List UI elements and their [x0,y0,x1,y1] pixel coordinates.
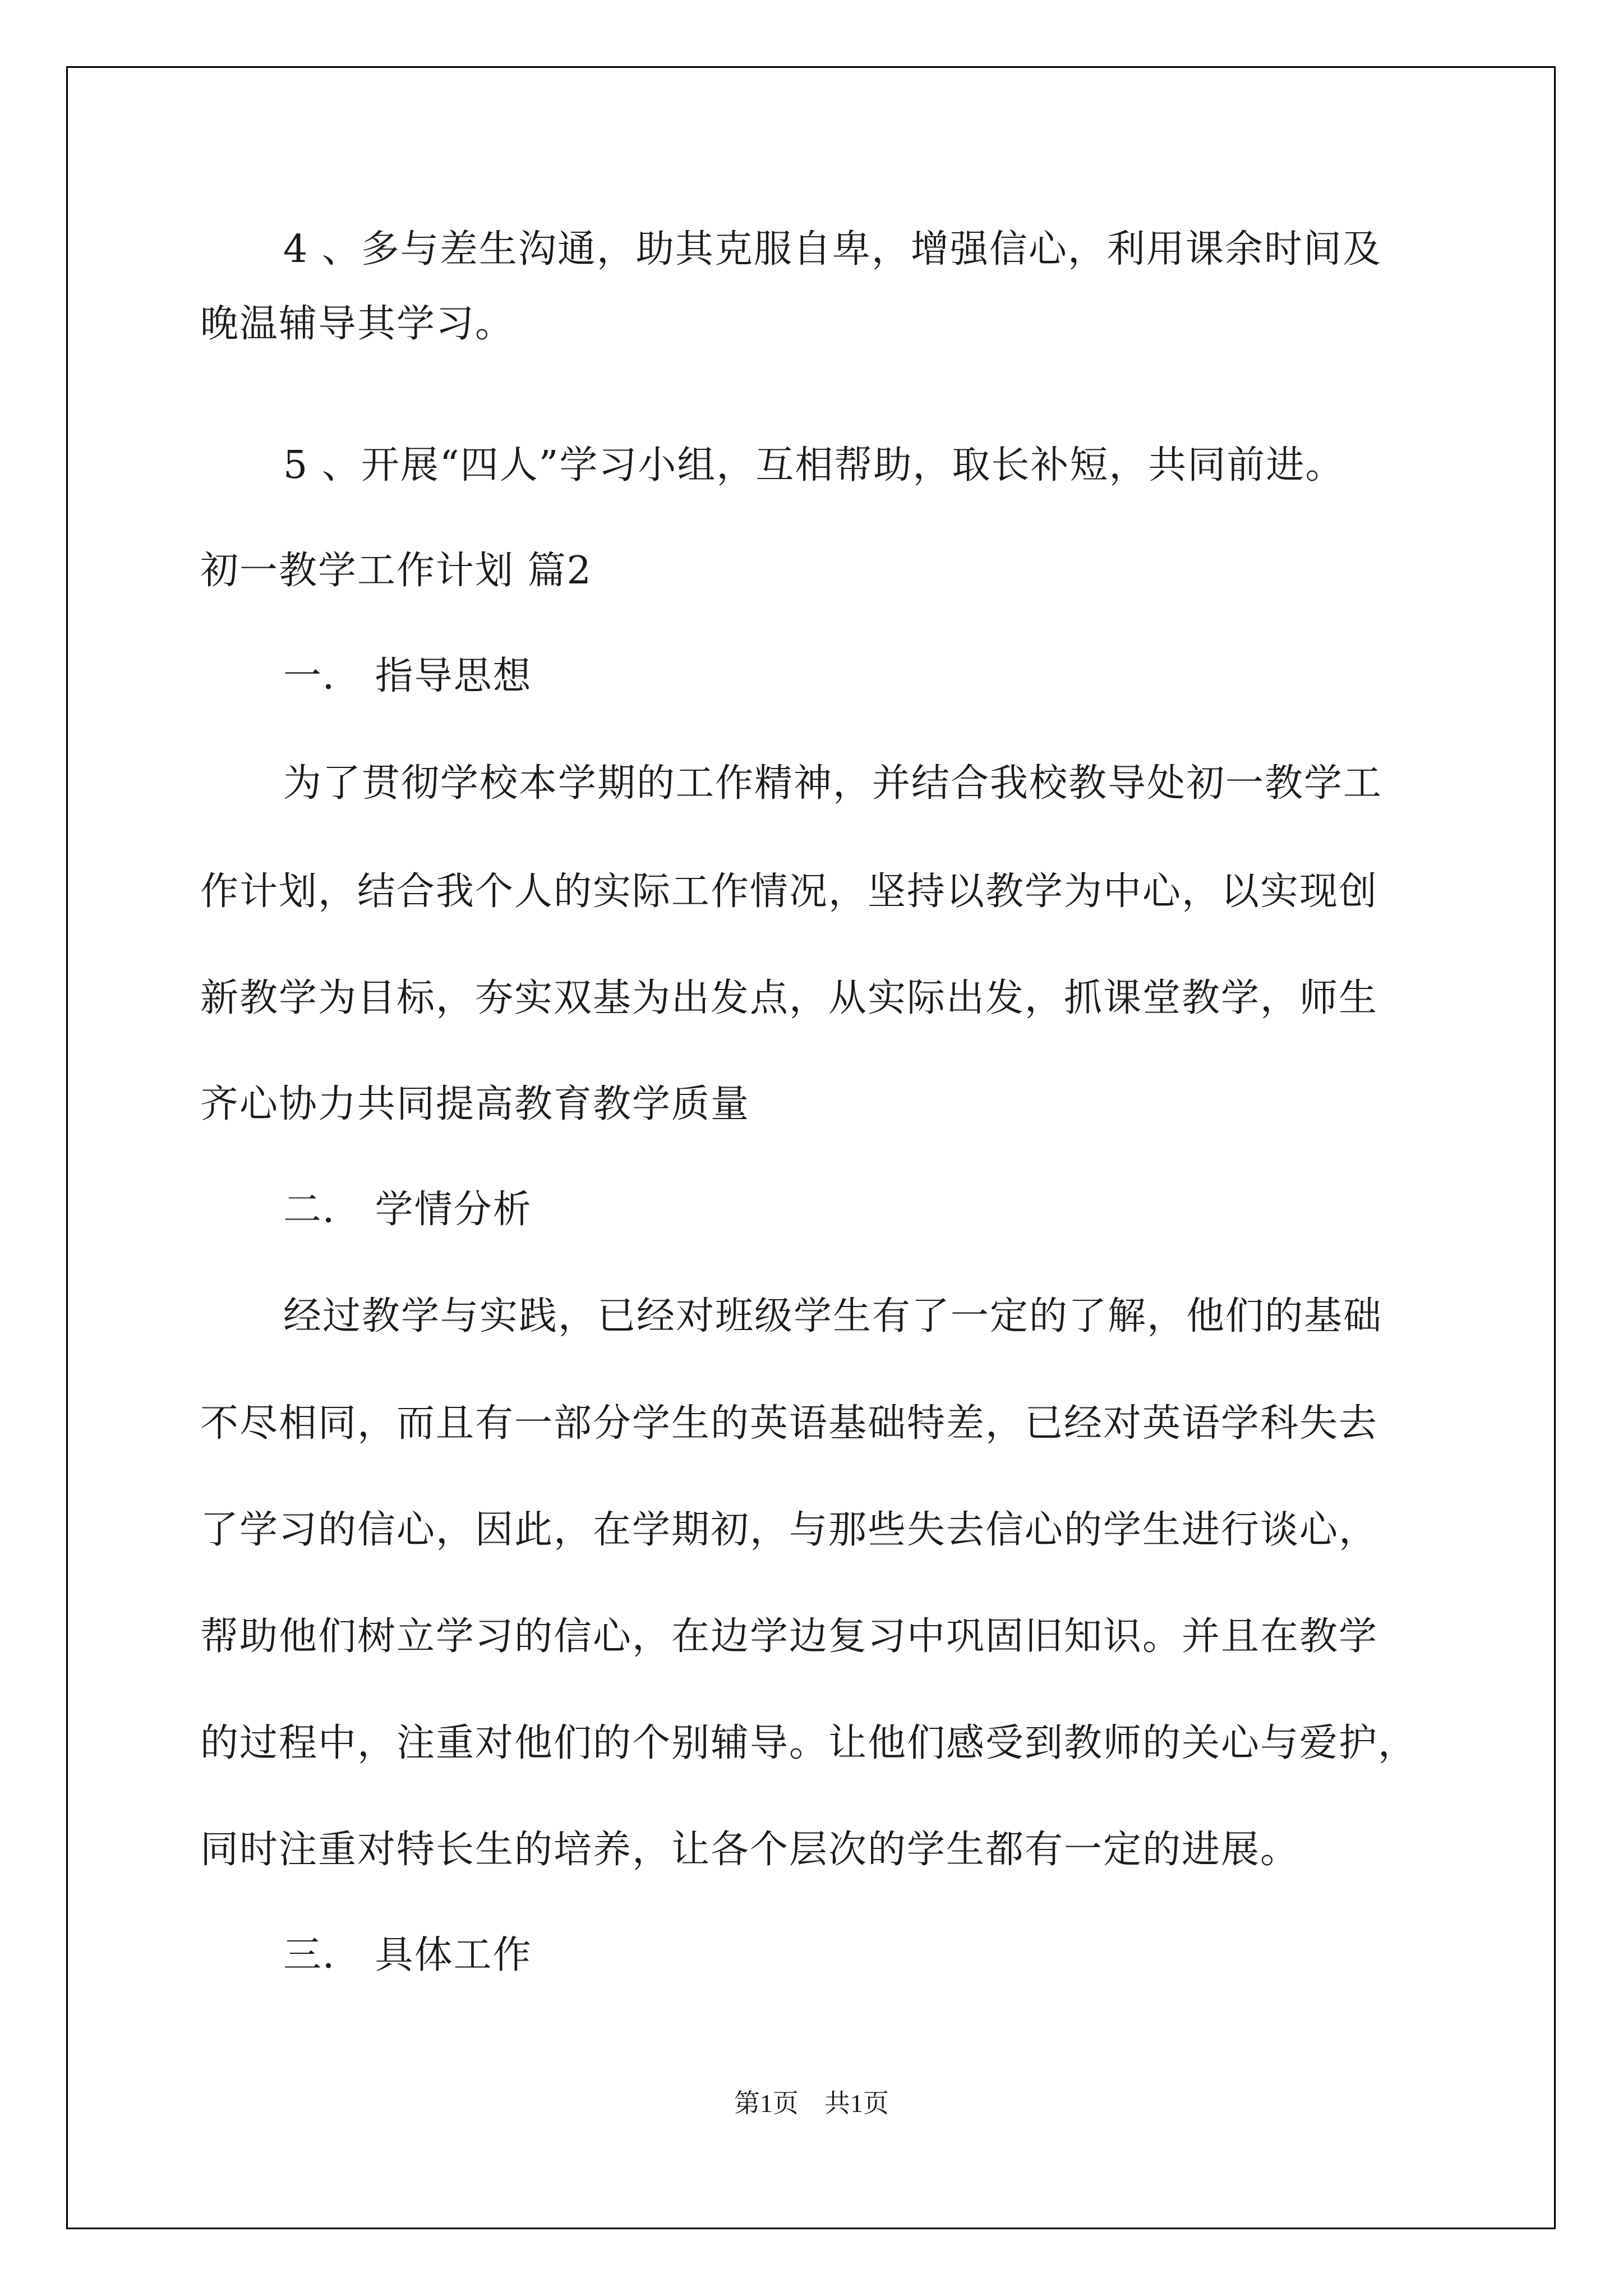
item-5-line: 5 、开展“四人”学习小组，互相帮助，取长补短，共同前进。 [283,443,1345,487]
analysis-para-line-2: 不尽相同，而且有一部分学生的英语基础特差，已经对英语学科失去 [200,1401,1378,1446]
analysis-para-line-6: 同时注重对特长生的培养，让各个层次的学生都有一定的进展。 [200,1828,1300,1872]
page-footer: 第1页 共1页 [734,2089,889,2118]
analysis-para-line-1: 经过教学与实践，已经对班级学生有了一定的了解，他们的基础 [283,1294,1383,1338]
analysis-para-line-4: 帮助他们树立学习的信心，在边学边复习中巩固旧知识。并且在教学 [200,1614,1378,1659]
section-title: 初一教学工作计划 篇2 [200,549,592,593]
guiding-para-line-4: 齐心协力共同提高教育教学质量 [200,1082,750,1126]
item-4-line-2: 晚温辅导其学习。 [200,302,515,346]
heading-specific-work: 三． 具体工作 [283,1933,532,1977]
heading-learning-analysis: 二． 学情分析 [283,1188,532,1232]
guiding-para-line-1: 为了贯彻学校本学期的工作精神，并结合我校教导处初一教学工 [283,761,1383,806]
item-4-line-1: 4 、多与差生沟通，助其克服自卑，增强信心，利用课余时间及 [283,227,1382,272]
heading-guiding-ideas: 一． 指导思想 [283,654,532,698]
guiding-para-line-3: 新教学为目标，夯实双基为出发点，从实际出发，抓课堂教学，师生 [200,976,1378,1020]
guiding-para-line-2: 作计划，结合我个人的实际工作情况，坚持以教学为中心，以实现创 [200,869,1378,914]
analysis-para-line-5: 的过程中，注重对他们的个别辅导。让他们感受到教师的关心与爱护， [200,1721,1418,1765]
analysis-para-line-3: 了学习的信心，因此，在学期初，与那些失去信心的学生进行谈心， [200,1508,1378,1552]
page-border [66,66,1556,2229]
